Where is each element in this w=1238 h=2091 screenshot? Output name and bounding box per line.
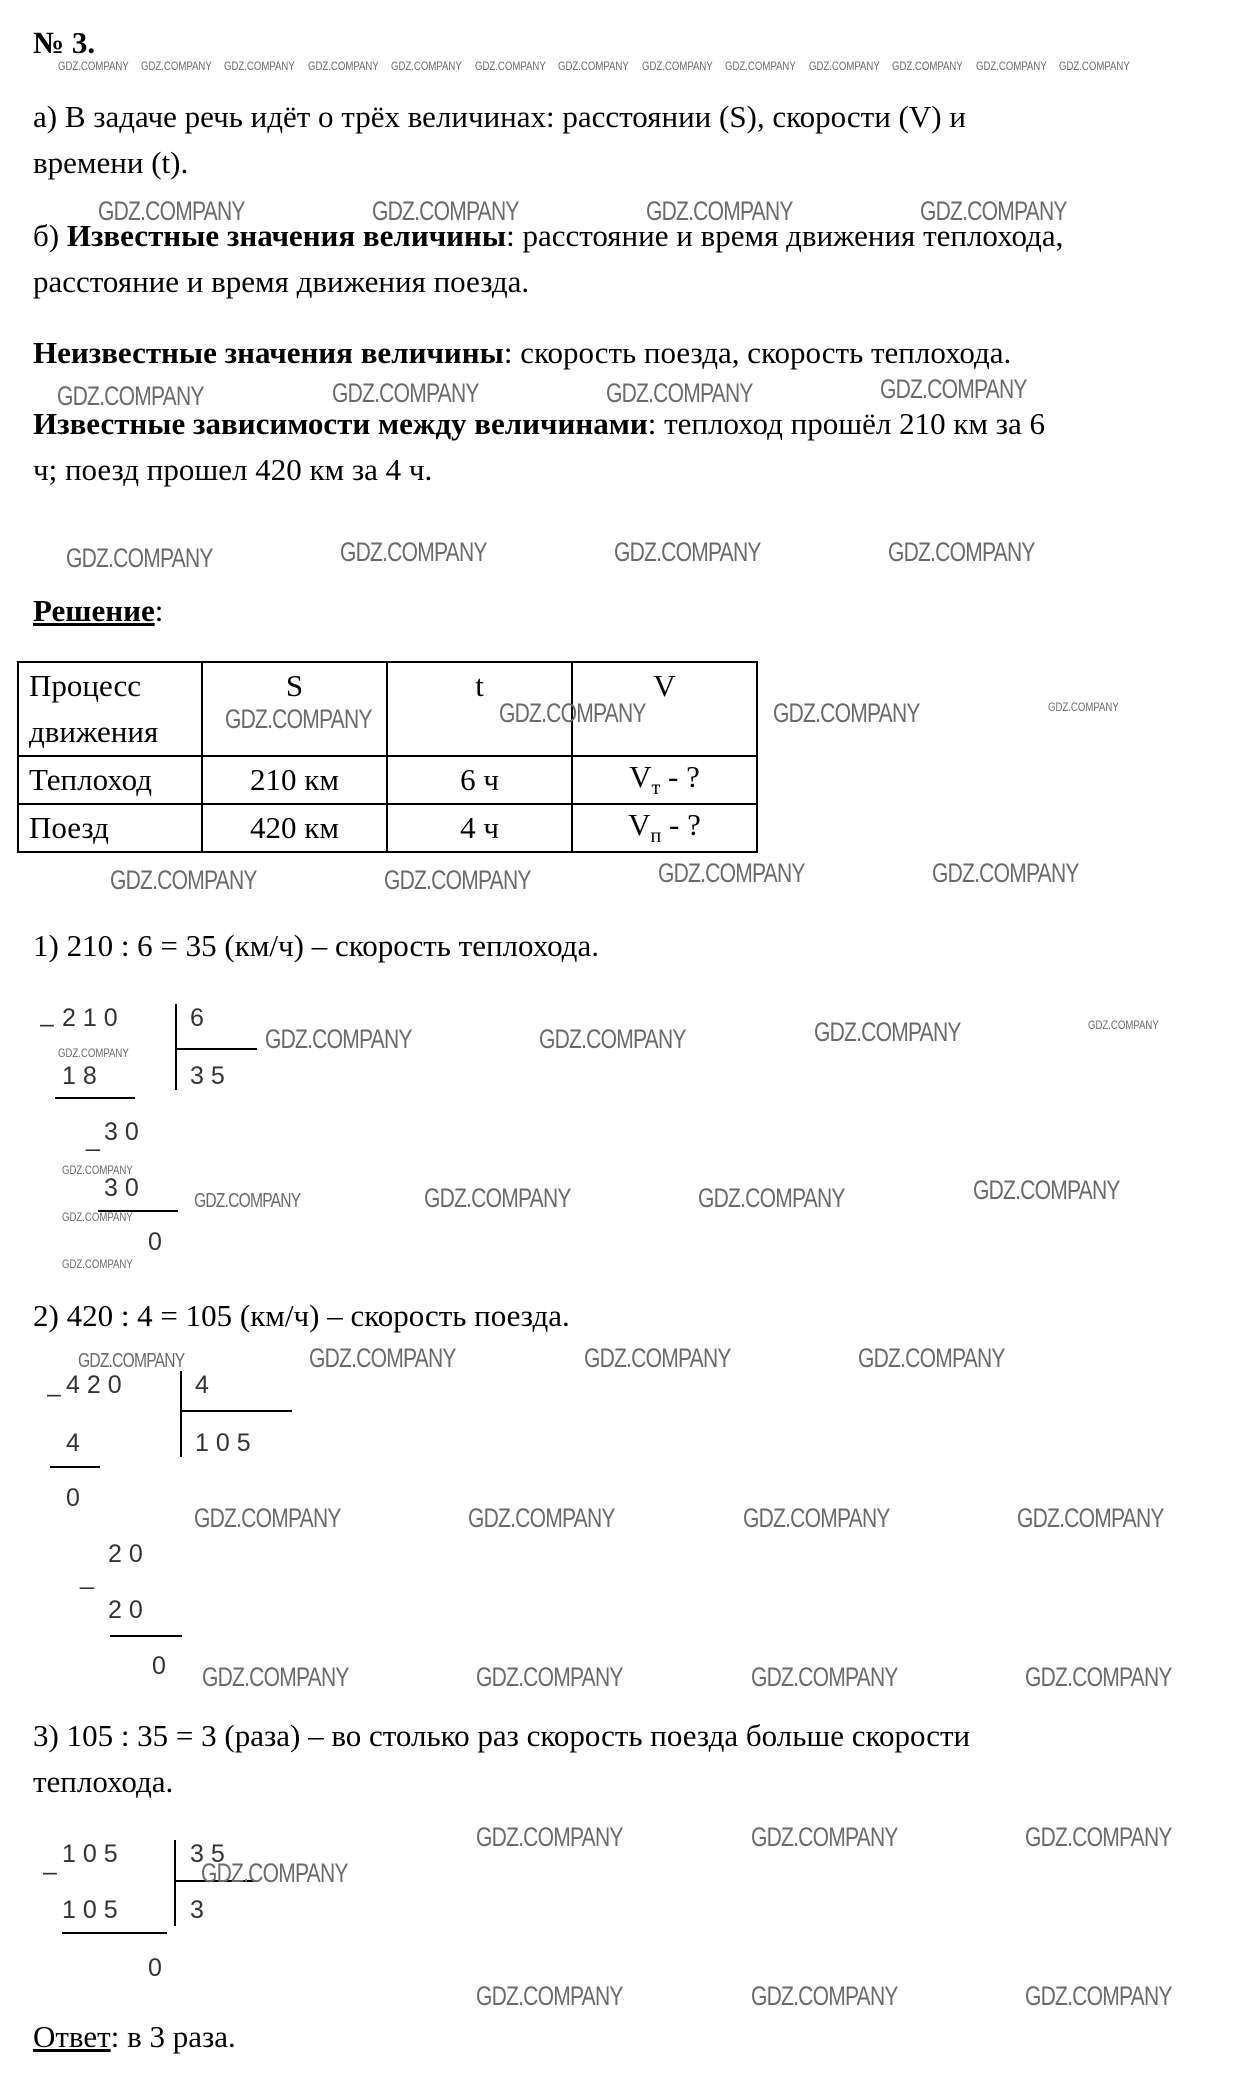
div1-quotient: 3 5 <box>190 1062 225 1090</box>
watermark: GDZ.COMPANY <box>751 1822 898 1852</box>
watermark: GDZ.COMPANY <box>642 59 713 73</box>
v-symbol: V <box>629 759 652 795</box>
div3-rem1: 0 <box>148 1954 162 1982</box>
watermark: GDZ.COMPANY <box>1017 1503 1164 1533</box>
row-v <box>572 756 757 804</box>
watermark: GDZ.COMPANY <box>476 1662 623 1692</box>
solution-heading <box>33 588 163 634</box>
div1-sub1: 1 8 <box>62 1062 97 1090</box>
watermark: GDZ.COMPANY <box>194 1503 341 1533</box>
row-s: 420 км <box>202 804 387 852</box>
watermark: GDZ.COMPANY <box>558 59 629 73</box>
div2-quotient: 1 0 5 <box>195 1429 251 1457</box>
watermark: GDZ.COMPANY <box>265 1024 412 1054</box>
unknown-values <box>33 330 1011 376</box>
row-t: 6 ч <box>387 756 572 804</box>
div2-divisor: 4 <box>195 1371 209 1399</box>
watermark: GDZ.COMPANY <box>773 698 920 728</box>
part-a-line1: а) В задаче речь идёт о трёх величинах: расстоянии (S), скорости (V) и <box>33 99 966 134</box>
watermark: GDZ.COMPANY <box>309 1343 456 1373</box>
part-b-bold: Известные значения величины <box>66 218 507 253</box>
watermark: GDZ.COMPANY <box>499 698 646 728</box>
div2-rem2a: 2 0 <box>108 1540 143 1568</box>
header-v: V <box>572 662 757 756</box>
div1-rem2: 0 <box>148 1228 162 1256</box>
answer-label: Ответ <box>33 2019 111 2054</box>
task-number: № 3. <box>33 25 96 60</box>
answer <box>33 2014 236 2060</box>
watermark: GDZ.COMPANY <box>1048 700 1119 714</box>
watermark: GDZ.COMPANY <box>1025 1981 1172 2011</box>
watermark: GDZ.COMPANY <box>62 1163 133 1177</box>
v-subscript: т <box>651 777 661 800</box>
v-question: - ? <box>660 759 700 795</box>
watermark: GDZ.COMPANY <box>888 537 1035 567</box>
watermark: GDZ.COMPANY <box>892 59 963 73</box>
watermark: GDZ.COMPANY <box>475 59 546 73</box>
watermark: GDZ.COMPANY <box>976 59 1047 73</box>
watermark: GDZ.COMPANY <box>468 1503 615 1533</box>
div2-sub2: 2 0 <box>108 1596 143 1624</box>
step-3-line1: 3) 105 : 35 = 3 (раза) – во столько раз скорость поезда больше скорости <box>33 1718 971 1753</box>
div3-sub1: 1 0 5 <box>62 1896 118 1924</box>
watermark: GDZ.COMPANY <box>880 374 1027 404</box>
div1-rem1: 3 0 <box>104 1118 139 1146</box>
row-t: 4 ч <box>387 804 572 852</box>
v-symbol: V <box>628 807 651 843</box>
div1-divisor: 6 <box>190 1004 204 1032</box>
part-a-line2: времени (t). <box>33 145 189 180</box>
row-name: Поезд <box>18 804 202 852</box>
row-s: 210 км <box>202 756 387 804</box>
relations-bold: Известные зависимости между величинами <box>33 406 648 441</box>
watermark: GDZ.COMPANY <box>62 1257 133 1271</box>
div1-dividend: 2 1 0 <box>62 1004 118 1032</box>
watermark: GDZ.COMPANY <box>606 378 753 408</box>
header-process <box>18 662 202 756</box>
part-b-line2: расстояние и время движения поезда. <box>33 264 530 299</box>
solution-label: Решение <box>33 593 155 628</box>
relations-rest: : теплоход прошёл 210 км за 6 <box>647 406 1045 441</box>
solution-colon: : <box>154 593 164 628</box>
div3-dividend: 1 0 5 <box>62 1840 118 1868</box>
header-process-line2: движения <box>29 714 159 749</box>
watermark: GDZ.COMPANY <box>332 378 479 408</box>
part-b-rest: : расстояние и время движения теплохода, <box>506 218 1064 253</box>
watermark: GDZ.COMPANY <box>920 196 1067 226</box>
watermark: GDZ.COMPANY <box>858 1343 1005 1373</box>
table-header-row <box>18 662 757 756</box>
watermark: GDZ.COMPANY <box>814 1017 961 1047</box>
watermark: GDZ.COMPANY <box>98 196 245 226</box>
watermark: GDZ.COMPANY <box>62 1210 133 1224</box>
watermark: GDZ.COMPANY <box>391 59 462 73</box>
div2-sub1: 4 <box>66 1429 80 1457</box>
unknown-rest: : скорость поезда, скорость теплохода. <box>503 335 1012 370</box>
table-row <box>18 756 757 804</box>
watermark: GDZ.COMPANY <box>225 704 372 734</box>
step-1: 1) 210 : 6 = 35 (км/ч) – скорость теплохода. <box>33 928 599 963</box>
watermark: GDZ.COMPANY <box>476 1981 623 2011</box>
watermark: GDZ.COMPANY <box>1025 1662 1172 1692</box>
watermark: GDZ.COMPANY <box>698 1183 845 1213</box>
step-3-line2: теплохода. <box>33 1764 174 1799</box>
watermark: GDZ.COMPANY <box>110 865 257 895</box>
row-v <box>572 804 757 852</box>
div3-divisor: 3 5 <box>190 1840 225 1868</box>
watermark: GDZ.COMPANY <box>751 1662 898 1692</box>
watermark: GDZ.COMPANY <box>224 59 295 73</box>
watermark: GDZ.COMPANY <box>973 1175 1120 1205</box>
div2-rem1: 0 <box>66 1484 80 1512</box>
watermark: GDZ.COMPANY <box>584 1343 731 1373</box>
watermark: GDZ.COMPANY <box>308 59 379 73</box>
watermark: GDZ.COMPANY <box>201 1858 348 1888</box>
watermark: GDZ.COMPANY <box>751 1981 898 2011</box>
watermark: GDZ.COMPANY <box>614 537 761 567</box>
watermark: GDZ.COMPANY <box>646 196 793 226</box>
v-subscript: п <box>650 825 662 848</box>
watermark: GDZ.COMPANY <box>658 858 805 888</box>
watermark: GDZ.COMPANY <box>725 59 796 73</box>
row-name: Теплоход <box>18 756 202 804</box>
watermark: GDZ.COMPANY <box>78 1350 185 1372</box>
watermark: GDZ.COMPANY <box>202 1662 349 1692</box>
relations-line2: ч; поезд прошел 420 км за 4 ч. <box>33 452 433 487</box>
watermark: GDZ.COMPANY <box>539 1024 686 1054</box>
watermark: GDZ.COMPANY <box>384 865 531 895</box>
div1-sub2: 3 0 <box>104 1174 139 1202</box>
header-process-line1: Процесс <box>29 668 142 703</box>
watermark: GDZ.COMPANY <box>57 381 204 411</box>
header-s: S <box>202 662 387 756</box>
watermark: GDZ.COMPANY <box>932 858 1079 888</box>
div2-rem2: 0 <box>152 1652 166 1680</box>
header-t: t <box>387 662 572 756</box>
watermark: GDZ.COMPANY <box>476 1822 623 1852</box>
answer-rest: : в 3 раза. <box>110 2019 236 2054</box>
div2-dividend: 4 2 0 <box>66 1371 122 1399</box>
unknown-bold: Неизвестные значения величины <box>33 335 504 370</box>
watermark: GDZ.COMPANY <box>1088 1018 1159 1032</box>
watermark: GDZ.COMPANY <box>194 1190 301 1212</box>
part-b-prefix: б) <box>33 218 67 253</box>
watermark: GDZ.COMPANY <box>58 59 129 73</box>
step-2: 2) 420 : 4 = 105 (км/ч) – скорость поезда. <box>33 1298 570 1333</box>
watermark: GDZ.COMPANY <box>58 1046 129 1060</box>
watermark: GDZ.COMPANY <box>809 59 880 73</box>
v-question: - ? <box>661 807 701 843</box>
watermark: GDZ.COMPANY <box>1025 1822 1172 1852</box>
watermark: GDZ.COMPANY <box>743 1503 890 1533</box>
div3-quotient: 3 <box>190 1896 204 1924</box>
watermark: GDZ.COMPANY <box>66 543 213 573</box>
watermark: GDZ.COMPANY <box>372 196 519 226</box>
data-table <box>17 661 758 853</box>
watermark: GDZ.COMPANY <box>424 1183 571 1213</box>
watermark: GDZ.COMPANY <box>340 537 487 567</box>
watermark: GDZ.COMPANY <box>141 59 212 73</box>
table-row <box>18 804 757 852</box>
watermark: GDZ.COMPANY <box>1059 59 1130 73</box>
